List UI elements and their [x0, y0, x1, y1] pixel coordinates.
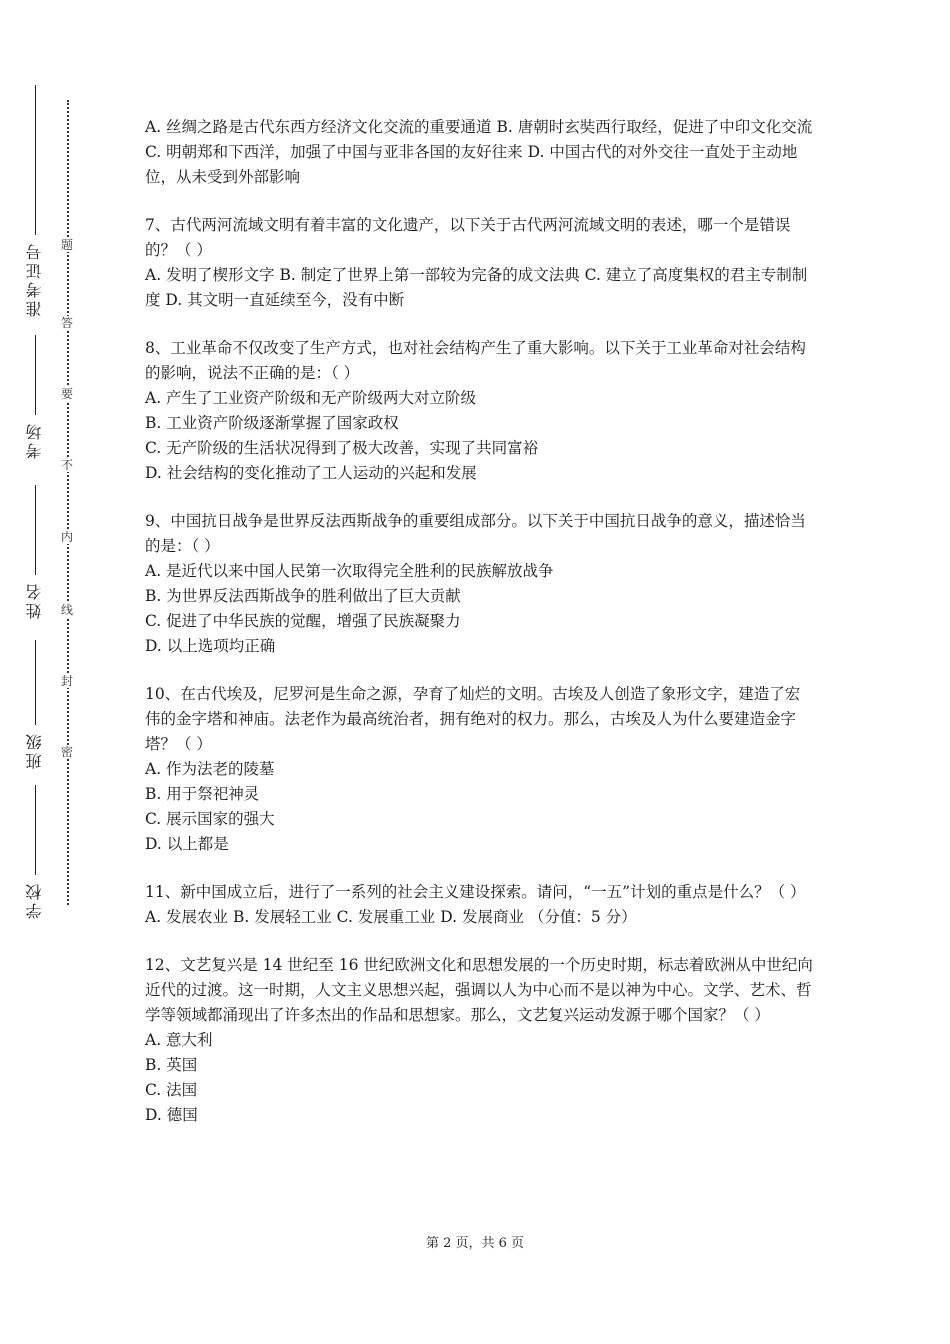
field-label: 考场 — [25, 421, 44, 459]
option-b: B. 工业资产阶级逐渐掌握了国家政权 — [145, 414, 399, 432]
option-d: D. 以上选项均正确 — [145, 637, 276, 655]
seal-char: 封 — [60, 674, 73, 688]
question-11 — [145, 880, 815, 930]
option-c: C. 促进了中华民族的觉醒，增强了民族凝聚力 — [145, 612, 461, 630]
seal-char: 不 — [60, 458, 73, 472]
options-text: A. 发展农业 B. 发展轻工业 C. 发展重工业 D. 发展商业 （分值：5 分） — [145, 908, 637, 926]
option-c: C. 展示国家的强大 — [145, 810, 275, 828]
question-stem: 10、在古代埃及，尼罗河是生命之源，孕育了灿烂的文明。古埃及人创造了象形文字，建造了宏伟的金字塔和神庙。法老作为最高统治者，拥有绝对的权力。那么，古埃及人为什么要建造金字塔？（ ） — [145, 685, 801, 753]
question-9 — [145, 509, 815, 659]
question-12 — [145, 953, 815, 1128]
seal-char: 答 — [60, 316, 73, 330]
option-b: B. 用于祭祀神灵 — [145, 785, 260, 803]
option-d: D. 社会结构的变化推动了工人运动的兴起和发展 — [145, 464, 477, 482]
exam-content — [145, 115, 818, 1151]
question-stem: 8、工业革命不仅改变了生产方式，也对社会结构产生了重大影响。以下关于工业革命对社会结构的影响，说法不正确的是：（ ） — [145, 339, 806, 382]
question-stem: 12、文艺复兴是 14 世纪至 16 世纪欧洲文化和思想发展的一个历史时期，标志着欧洲从中世纪向近代的过渡。这一时期，人文主义思想兴起，强调以人为中心而不是以神为中心。文学、艺术、哲学等领域都涌现出了许多杰出的作品和思想家。那么，文艺复兴运动发源于哪个国家？（ ） — [145, 956, 813, 1024]
option-a: A. 作为法老的陵墓 — [145, 760, 275, 778]
options-text: A. 丝绸之路是古代东西方经济文化交流的重要通道 B. 唐朝时玄奘西行取经，促进了中印文化交流 C. 明朝郑和下西洋，加强了中国与亚非各国的友好往来 D. 中国古代的对外交往一直处于主动地位，从未受到外部影响 — [145, 118, 818, 186]
option-d: D. 以上都是 — [145, 835, 229, 853]
seal-char: 要 — [60, 387, 73, 401]
seal-char: 密 — [60, 745, 73, 759]
question-7 — [145, 213, 815, 313]
option-a: A. 意大利 — [145, 1031, 213, 1049]
question-6-options — [145, 115, 818, 190]
field-exam-room — [20, 335, 50, 465]
seal-char: 内 — [60, 530, 73, 544]
seal-char: 线 — [60, 603, 73, 617]
field-label: 准考证号 — [25, 241, 44, 317]
option-d: D. 德国 — [145, 1106, 198, 1124]
field-class — [20, 640, 50, 775]
seal-char: 题 — [60, 238, 73, 252]
option-b: B. 英国 — [145, 1056, 198, 1074]
option-c: C. 无产阶级的生活状况得到了极大改善，实现了共同富裕 — [145, 439, 539, 457]
options-text: A. 发明了楔形文字 B. 制定了世界上第一部较为完备的成文法典 C. 建立了高度集权的君主专制制度 D. 其文明一直延续至今，没有中断 — [145, 266, 808, 309]
page-footer: 第 2 页，共 6 页 — [425, 1236, 525, 1251]
question-8 — [145, 336, 815, 486]
question-stem: 9、中国抗日战争是世界反法西斯战争的重要组成部分。以下关于中国抗日战争的意义，描述恰当的是：（ ） — [145, 512, 806, 555]
option-a: A. 产生了工业资产阶级和无产阶级两大对立阶级 — [145, 389, 477, 407]
question-stem: 7、古代两河流域文明有着丰富的文化遗产，以下关于古代两河流域文明的表述，哪一个是错误的？（ ） — [145, 216, 791, 259]
binding-margin — [20, 85, 50, 935]
field-exam-number — [20, 85, 50, 323]
field-name — [20, 485, 50, 625]
seal-dotted-line — [67, 100, 69, 905]
field-label: 姓名 — [25, 581, 44, 619]
field-school — [20, 785, 50, 925]
question-stem: 11、新中国成立后，进行了一系列的社会主义建设探索。请问，“一五”计划的重点是什么？（ ） — [145, 883, 806, 901]
option-a: A. 是近代以来中国人民第一次取得完全胜利的民族解放战争 — [145, 562, 554, 580]
option-c: C. 法国 — [145, 1081, 198, 1099]
question-10 — [145, 682, 815, 857]
field-label: 班级 — [25, 731, 44, 769]
field-label: 学校 — [25, 881, 44, 919]
option-b: B. 为世界反法西斯战争的胜利做出了巨大贡献 — [145, 587, 461, 605]
